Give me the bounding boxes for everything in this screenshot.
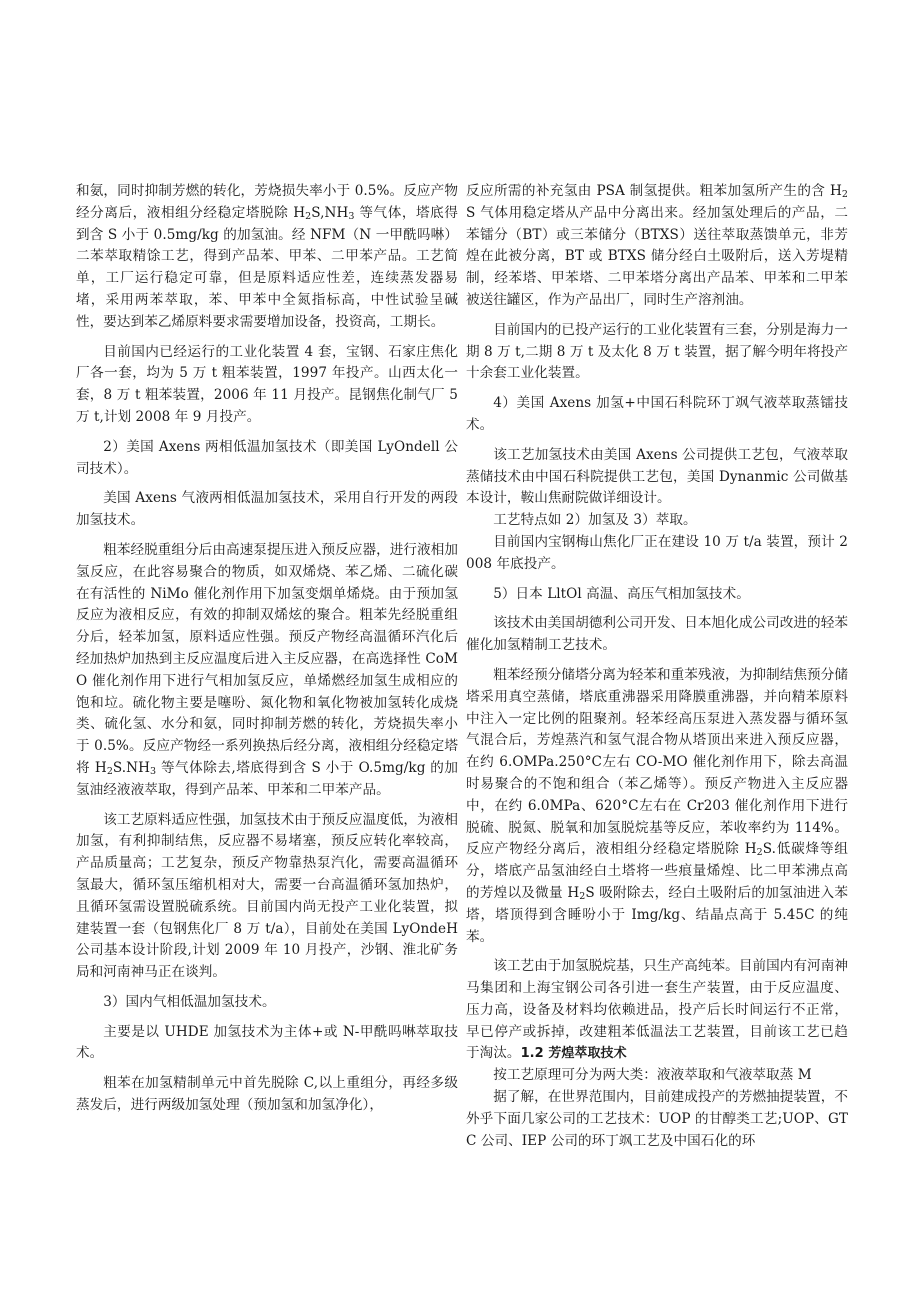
right-column [466,181,848,1152]
paragraph [466,956,848,1065]
subscript: 2 [106,765,113,777]
paragraph: 主要是以 UHDE 加氢技术为主体+或 N-甲酰吗啉萃取技术。 [76,1023,458,1062]
paragraph: 该工艺原料适应性强，加氢技术由于预反应温度低，为液相加氢，有利抑制结焦，反应器不易堵塞，预反应转化率较高，产品质量高；工艺复杂，预反产物靠热泵汽化，需要高温循环氢最大，循环氢压缩机相对大，需要一台高温循环氢加热炉，且循环氢需设置脱硫系统。目前国内尚无投产工业化装置，拟建装置一套（包钢焦化厂 8 万 t/a），目前处在美国 LyOndeH 公司基本设计阶段,计划 2009 年 10 月投产，沙钢、淮北矿务局和河南神马正在谈判。 [76,811,458,981]
paragraph: 该工艺加氢技术由美国 Axens 公司提供工艺包，气液萃取蒸储技术由中国石科院提供工艺包，美国 Dynanmic 公司做基本设计，鞍山焦耐院做详细设计。 [466,446,848,507]
paragraph [76,540,458,802]
left-column [76,181,458,1117]
subscript: 2 [305,210,312,222]
text-run: 粗苯经脱重组分后由高速泵提压进入预反应器，进行液相加氢反应，在此容易聚合的物质，如双烯烧、苯乙烯、二硫化碳在有活性的 NiMo 催化剂作用下加氢变烟单烯烧。由于预加氢反应为液相反应，有效的抑制双烯炫的聚合。粗苯先经脱重组分后，轻苯加氢，原料适应性强。预反产物经高温循环汽化后经加热炉加热到主反应温度后进入主反应器，在高选择性 CoMO 催化剂作用下进行气相加氢反应，单烯燃经加氢生成相应的饱和垃。硫化物主要是噻吩、氮化物和氧化物被加氢转化成烧类、硫化氢、水分和氨，同时抑制芳燃的转化，芳烧损失率小于 0.5%。反应产物经一系列换热后经分离，液相组分经稳定塔将 H [76,541,458,776]
text-run: S 气体用稳定塔从产品中分离出来。经加氢处理后的产品，二苯镭分（BT）或三苯储分（BTXS）送往萃取蒸馈单元，非芳煌在此被分离，BT 或 BTXS 储分经白土吸附后，送入芳堤精制，经苯塔、甲苯塔、二甲苯塔分离出产品苯、甲苯和二甲苯被送往罐区，作为产品出厂，同时生产溶剂油。 [466,204,848,308]
text-run: S,NH [311,204,349,221]
text-run: 等气体除去,塔底得到含 S 小于 O.5mg/kg 的加氢油经液液萃取，得到产品苯、甲苯和二甲苯产品。 [76,759,458,798]
paragraph: 美国 Axens 气液两相低温加氢技术，采用自行开发的两段加氢技术。 [76,490,458,529]
text-run: 反应所需的补充氢由 PSA 制氢提供。粗苯加氢所产生的含 H [466,183,842,199]
paragraph: 粗苯在加氢精制单元中首先脱除 C,以上重组分，再经多级蒸发后，进行两级加氢处理（预加氢和加氢净化）， [76,1075,458,1114]
subscript: 3 [150,765,157,777]
text-run: S.NH [112,759,151,776]
text-run: 该工艺由于加氢脱烷基，只生产高纯苯。目前国内有河南神马集团和上海宝钢公司各引进一套生产装置，由于反应温度、压力高，设备及材料均依赖进品，投产后长时间运行不正常，早已停产或拆掉，改建粗苯低温法工艺装置，目前该工艺已趋于淘汰。 [466,958,848,1062]
paragraph: 目前国内的已投产运行的工业化装置有三套，分别是海力一期 8 万 t,二期 8 万 t 及太化 8 万 t 装置，据了解今明年将投产十余套工业化装置。 [466,321,848,382]
text-run: S 吸附除去，经白土吸附后的加氢油进入苯塔，塔顶得到含睡吩小于 Img/kg、结晶点高于 5.45C 的纯苯。 [466,884,848,945]
paragraph: 目前国内宝钢梅山焦化厂正在建设 10 万 t/a 装置，预计 2008 年底投产。 [466,533,848,572]
section-heading-4: 4）美国 Axens 加氢+中国石科院环丁飒气液萃取蒸镭技术。 [466,395,848,433]
text-run: 粗苯经预分储塔分离为轻苯和重苯残液，为抑制结焦预分储塔采用真空蒸储，塔底重沸器采用降膜重沸器，并向精苯原料中注入一定比例的阻聚剂。轻苯经高压泵进入蒸发器与循环氢气混合后，芳煌蒸汽和氢气混合物从塔顶出来进入预反应器，在约 6.OMPa.250°C左右 CO-MO 催化剂作用下，除去高温时易聚合的不饱和组合（苯乙烯等）。预反产物进入主反应器中，在约 6.0MPa、620°C左右在 Cr203 催化剂作用下进行脱硫、脱氮、脱氧和加氢脱烷基等反应，苯收率约为 114%。反应产物经分离后，液相组分经稳定塔脱除 H [466,666,848,858]
text-run: 和氨，同时抑制芳燃的转化，芳烧损失率小于 0.5%。反应产物经分离后，液相组分经稳定塔脱除 H [76,183,458,221]
paragraph [466,181,848,312]
paragraph [76,181,458,334]
text-run: S.低碳烽等组分，塔底产品氢油经白土塔将一些痕量烯煌、比二甲苯沸点高的芳煌以及微量 H [466,841,848,901]
paragraph: 按工艺原理可分为两大类：液液萃取和气液萃取蒸 M [493,1067,812,1084]
section-heading-5: 5）日本 LltOl 高温、高压气相加氢技术。 [493,585,750,602]
paragraph: 据了解，在世界范围内，目前建成投产的芳燃抽提装置，不外乎下面几家公司的工艺技术：UOP 的甘醇类工艺;UOP、GTC 公司、IEP 公司的环丁飒工艺及中国石化的环 [466,1089,848,1149]
subscript: 2 [841,189,848,200]
paragraph [466,665,848,948]
section-heading-1-2: 1.2 芳煌萃取技术 [520,1046,627,1062]
section-heading-2: 2）美国 Axens 两相低温加氢技术（即美国 LyOndell 公司技术）。 [76,438,458,477]
section-heading-3: 3）国内气相低温加氢技术。 [103,993,276,1010]
subscript: 2 [756,847,763,859]
subscript: 3 [348,210,355,222]
paragraph: 该技术由美国胡德利公司开发、日本旭化成公司改进的轻苯催化加氢精制工艺技术。 [466,615,848,654]
paragraph: 工艺特点如 2）加氢及 3）萃取。 [493,512,697,529]
text-run: 等气体，塔底得到含 S 小于 0.5mg/kg 的加氢油。经 NFM（N 一甲酰吗啉）二苯萃取精馀工艺，得到产品苯、甲苯、二甲苯产品。工艺简单，工厂运行稳定可靠，但是原料适应性差，连续蒸发器易堵，采用两苯萃取，苯、甲苯中全氮指标高，中性试验呈碱性，要达到苯乙烯原料要求需要增加设备，投资高，工期长。 [76,204,458,330]
paragraph: 目前国内已经运行的工业化装置 4 套，宝钢、石家庄焦化厂各一套，均为 5 万 t 粗苯装置，1997 年投产。山西太化一套，8 万 t 粗苯装置，2006 年 11 月投产。昆钢焦化制气厂 5 万 t,计划 2008 年 9 月投产。 [76,343,458,425]
subscript: 2 [579,890,586,902]
